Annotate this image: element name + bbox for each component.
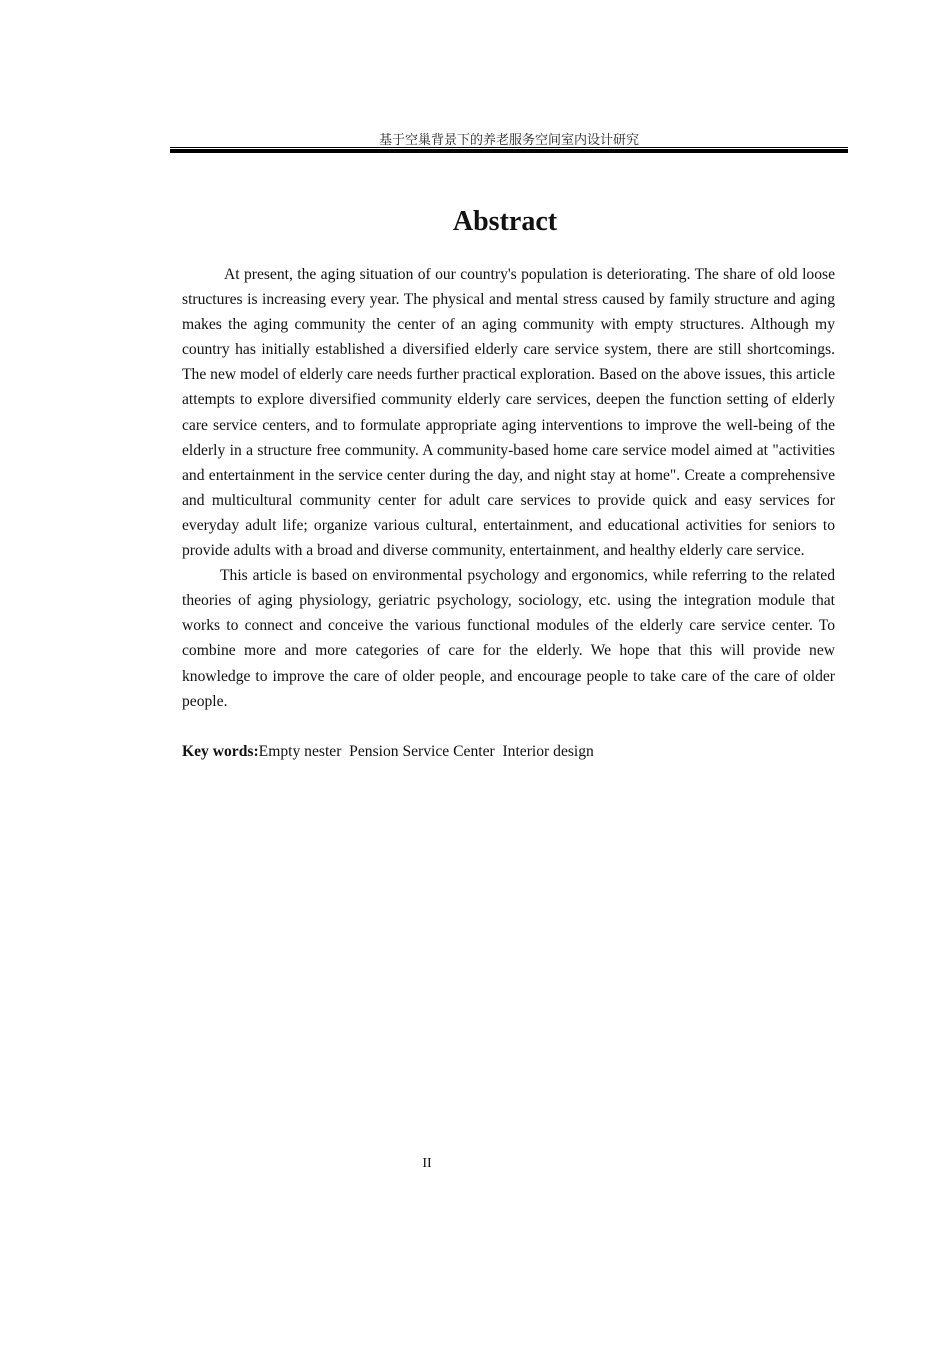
keywords-label: Key words:	[182, 742, 259, 760]
page-number: II	[422, 1156, 432, 1171]
header-rule-thin	[170, 147, 848, 148]
keywords	[182, 739, 835, 764]
abstract-paragraph-1: At present, the aging situation of our country's population is deteriorating. The share of old loose structures is increasing every year. The physical and mental stress caused by family structure and aging makes the aging community the center of an aging community with empty structures. Although my country has initially established a diversified elderly care service system, there are still shortcomings. The new model of elderly care needs further practical exploration. Based on the above issues, this article attempts to explore diversified community elderly care services, deepen the function setting of elderly care service centers, and to formulate appropriate aging interventions to improve the well-being of the elderly in a structure free community. A community-based home care service model aimed at "activities and entertainment in the service center during the day, and night stay at home". Create a comprehensive and multicultural community center for adult care services to provide quick and easy services for everyday adult life; organize various cultural, entertainment, and educational activities for seniors to provide adults with a broad and diverse community, entertainment, and healthy elderly care service.	[182, 266, 835, 560]
abstract-paragraph-2: This article is based on environmental psychology and ergonomics, while referring to the related theories of aging physiology, geriatric psychology, sociology, etc. using the integration module that works to connect and conceive the various functional modules of the elderly care service center. To combine more and more categories of care for the elderly. We hope that this will provide new knowledge to improve the care of older people, and encourage people to take care of the care of older people.	[182, 567, 835, 710]
page-title: Abstract	[452, 206, 558, 237]
abstract-body	[182, 262, 835, 764]
running-header: 基于空巢背景下的养老服务空间室内设计研究	[378, 132, 639, 147]
keywords-value: Empty nester Pension Service Center Interior design	[258, 742, 594, 760]
header-rule-thick	[170, 149, 848, 153]
